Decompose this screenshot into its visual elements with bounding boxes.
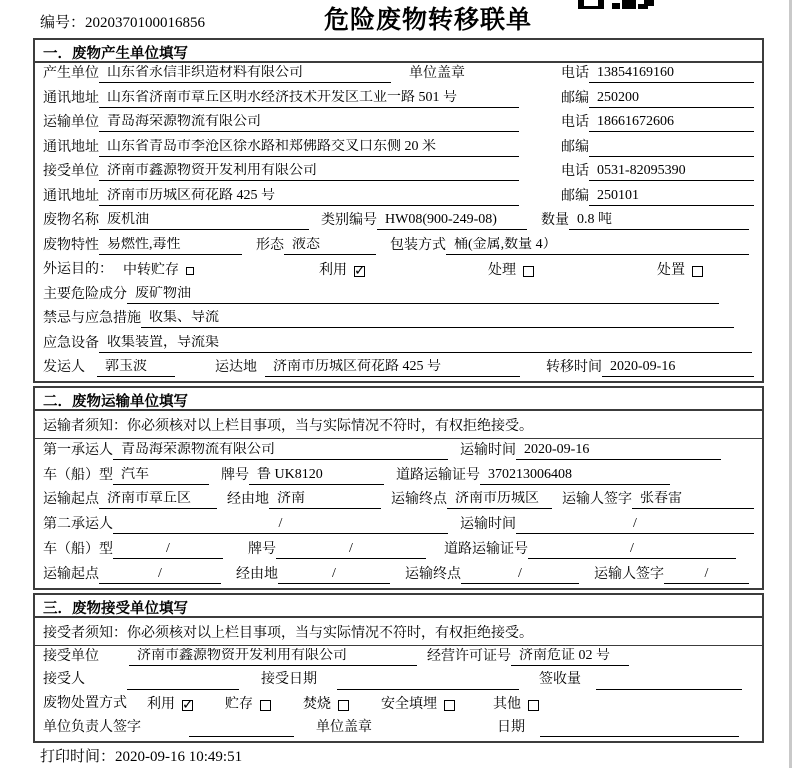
category-value: HW08(900-249-08) <box>377 212 527 230</box>
purpose-option-use-checkbox <box>354 266 365 277</box>
addr1-label: 通讯地址 <box>43 90 99 106</box>
row-manager-sign <box>35 717 762 741</box>
phone2-value: 18661672606 <box>589 114 754 132</box>
disposal-option-burn-checkbox <box>338 700 349 711</box>
disposal-option-landfill <box>381 697 455 713</box>
section-receiver <box>33 593 764 743</box>
row-receive-unit <box>35 646 762 670</box>
addr3-label: 通讯地址 <box>43 188 99 204</box>
row-acceptor <box>35 670 762 694</box>
disposal-label: 废物处置方式 <box>43 696 127 712</box>
section2-title: 二．废物运输单位填写 <box>35 388 762 411</box>
addr3-value: 济南市历城区荷花路 425 号 <box>99 188 519 206</box>
license1-label: 道路运输证号 <box>396 467 480 483</box>
license1-value: 370213006408 <box>480 467 670 485</box>
purpose-option-dispose <box>657 263 703 279</box>
qr-code-fragment-icon <box>578 0 656 9</box>
property-value: 易燃性,毒性 <box>99 237 242 255</box>
disposal-option-burn-label: 焚烧 <box>303 697 331 713</box>
end1-value: 济南市历城区 <box>447 491 552 509</box>
date-value <box>540 735 739 737</box>
acceptor-value <box>127 688 239 690</box>
plate2-label: 牌号 <box>248 542 276 558</box>
disposal-option-store-label: 贮存 <box>225 697 253 713</box>
via1-value: 济南 <box>269 491 381 509</box>
transfer-time-value: 2020-09-16 <box>602 359 754 377</box>
hazard-value: 废矿物油 <box>127 286 719 304</box>
origin2-value: / <box>99 566 221 584</box>
time1-value: 2020-09-16 <box>516 442 721 460</box>
plate2-value: / <box>276 541 426 559</box>
disposal-option-burn <box>303 697 349 713</box>
waste-name-label: 废物名称 <box>43 213 99 229</box>
row-receiver <box>35 161 762 185</box>
row-purpose <box>35 259 762 283</box>
section-producer <box>33 38 764 383</box>
row-vehicle1 <box>35 464 762 489</box>
purpose-option-transfer <box>123 263 194 279</box>
purpose-option-treat-label: 处理 <box>488 263 516 279</box>
row-route1 <box>35 489 762 514</box>
quantity-label: 数量 <box>541 213 569 229</box>
origin2-label: 运输起点 <box>43 566 99 582</box>
row-producer-address <box>35 87 762 111</box>
purpose-option-dispose-checkbox <box>692 266 703 277</box>
unit-seal-label: 单位盖章 <box>316 719 372 735</box>
property-label: 废物特性 <box>43 237 99 253</box>
shipper-value: 郭玉波 <box>97 359 175 377</box>
row-producer <box>35 63 762 87</box>
row-shipper <box>35 357 762 381</box>
row-waste-name <box>35 210 762 234</box>
equipment-label: 应急设备 <box>43 335 99 351</box>
row-route2 <box>35 563 762 588</box>
page-right-edge <box>789 0 792 768</box>
permit-label: 经营许可证号 <box>427 648 511 664</box>
form-label: 形态 <box>256 237 284 253</box>
row-transporter-address <box>35 136 762 160</box>
taboo-label: 禁忌与应急措施 <box>43 311 141 327</box>
disposal-option-other <box>493 697 539 713</box>
zip3-label: 邮编 <box>561 188 589 204</box>
shipper-label: 发运人 <box>43 360 85 375</box>
row-transporter <box>35 112 762 136</box>
time2-label: 运输时间 <box>460 517 516 533</box>
acceptor-label: 接受人 <box>43 672 85 688</box>
purpose-option-dispose-label: 处置 <box>657 263 685 279</box>
print-time-label: 打印时间： <box>40 749 116 765</box>
taboo-value: 收集、导流 <box>141 310 734 328</box>
equipment-value: 收集装置，导流渠 <box>99 335 752 353</box>
time1-label: 运输时间 <box>460 442 516 458</box>
receive-unit-value: 济南市鑫源物资开发利用有限公司 <box>129 648 417 666</box>
receiver-notice: 接受者须知：你必须核对以上栏目事项，当与实际情况不符时，有权拒绝接受。 <box>35 618 762 646</box>
time2-value: / <box>516 516 754 534</box>
producer-value: 山东省永信非织造材料有限公司 <box>99 65 391 83</box>
end2-label: 运输终点 <box>405 566 461 582</box>
plate1-label: 牌号 <box>221 467 249 483</box>
disposal-option-other-label: 其他 <box>493 697 521 713</box>
disposal-option-store <box>225 697 271 713</box>
purpose-option-transfer-checkbox <box>186 267 194 275</box>
category-label: 类别编号 <box>321 213 377 229</box>
accept-date-value <box>337 688 519 690</box>
manager-sign-value <box>189 735 294 737</box>
phone1-label: 电话 <box>561 66 589 82</box>
purpose-option-use-label: 利用 <box>319 263 347 279</box>
date-label: 日期 <box>497 719 525 735</box>
disposal-option-use-label: 利用 <box>147 697 175 713</box>
manager-sign-label: 单位负责人签字 <box>43 719 141 735</box>
row-carrier1 <box>35 439 762 464</box>
producer-label: 产生单位 <box>43 66 99 82</box>
waste-name-value: 废机油 <box>99 212 309 230</box>
document-header <box>0 0 796 38</box>
disposal-option-use-checkbox <box>182 700 193 711</box>
receiver-label: 接受单位 <box>43 164 99 180</box>
carrier2-label: 第二承运人 <box>43 517 113 533</box>
sign1-label: 运输人签字 <box>562 492 632 508</box>
sign-qty-value <box>596 688 742 690</box>
print-time-line <box>40 745 242 766</box>
row-waste-property <box>35 234 762 258</box>
destination-label: 运达地 <box>215 360 257 375</box>
receive-unit-label: 接受单位 <box>43 648 99 664</box>
purpose-label: 外运目的： <box>43 262 113 278</box>
via2-label: 经由地 <box>236 566 278 582</box>
disposal-option-landfill-label: 安全填埋 <box>381 697 437 713</box>
section3-title: 三．废物接受单位填写 <box>35 595 762 618</box>
purpose-option-treat <box>488 263 534 279</box>
producer-seal-label: 单位盖章 <box>409 66 465 82</box>
vehicle1-label: 车（船）型 <box>43 467 113 483</box>
zip1-value: 250200 <box>589 90 754 108</box>
end2-value: / <box>461 566 579 584</box>
packing-label: 包装方式 <box>390 237 446 253</box>
sign2-value: / <box>664 566 749 584</box>
disposal-option-landfill-checkbox <box>444 700 455 711</box>
phone3-value: 0531-82095390 <box>589 163 754 181</box>
phone2-label: 电话 <box>561 115 589 131</box>
addr1-value: 山东省济南市章丘区明水经济技术开发区工业一路 501 号 <box>99 90 519 108</box>
permit-value: 济南危证 02 号 <box>511 648 629 666</box>
transfer-time-label: 转移时间 <box>546 360 602 375</box>
sign1-value: 张春雷 <box>632 491 754 509</box>
row-receiver-address <box>35 185 762 209</box>
vehicle2-label: 车（船）型 <box>43 542 113 558</box>
plate1-value: 鲁 UK8120 <box>249 467 384 485</box>
row-carrier2 <box>35 513 762 538</box>
phone1-value: 13854169160 <box>589 65 754 83</box>
carrier1-label: 第一承运人 <box>43 442 113 458</box>
serial-label: 编号： <box>40 15 86 31</box>
section-transporter <box>33 386 764 590</box>
print-time-value: 2020-09-16 10:49:51 <box>115 749 243 765</box>
origin1-label: 运输起点 <box>43 492 99 508</box>
vehicle1-value: 汽车 <box>113 467 209 485</box>
zip2-label: 邮编 <box>561 139 589 155</box>
disposal-option-other-checkbox <box>528 700 539 711</box>
addr2-value: 山东省青岛市李沧区徐水路和郑佛路交叉口东侧 20 米 <box>99 139 519 157</box>
hazard-label: 主要危险成分 <box>43 286 127 302</box>
row-disposal <box>35 694 762 718</box>
carrier1-value: 青岛海荣源物流有限公司 <box>113 442 448 460</box>
transporter-notice: 运输者须知：你必须核对以上栏目事项，当与实际情况不符时，有权拒绝接受。 <box>35 411 762 439</box>
receiver-value: 济南市鑫源物资开发利用有限公司 <box>99 163 519 181</box>
origin1-value: 济南市章丘区 <box>99 491 217 509</box>
sign-qty-label: 签收量 <box>539 672 581 688</box>
disposal-option-use <box>147 697 193 713</box>
purpose-option-use <box>319 263 365 279</box>
sign2-label: 运输人签字 <box>594 566 664 582</box>
end1-label: 运输终点 <box>391 492 447 508</box>
vehicle2-value: / <box>113 541 223 559</box>
form-value: 液态 <box>284 237 376 255</box>
quantity-value: 0.8 吨 <box>569 212 749 230</box>
section1-title: 一．废物产生单位填写 <box>35 40 762 63</box>
via1-label: 经由地 <box>227 492 269 508</box>
license2-value: / <box>528 541 736 559</box>
row-hazard <box>35 283 762 307</box>
license2-label: 道路运输证号 <box>444 542 528 558</box>
page-title: 危险废物转移联单 <box>323 5 532 34</box>
purpose-option-transfer-label: 中转贮存 <box>123 263 179 279</box>
row-equipment <box>35 332 762 356</box>
zip2-value <box>589 155 754 157</box>
zip3-value: 250101 <box>589 188 754 206</box>
carrier2-value: / <box>113 516 448 534</box>
destination-value: 济南市历城区荷花路 425 号 <box>265 359 520 377</box>
phone3-label: 电话 <box>561 164 589 180</box>
row-vehicle2 <box>35 538 762 563</box>
purpose-option-treat-checkbox <box>523 266 534 277</box>
accept-date-label: 接受日期 <box>261 672 317 688</box>
zip1-label: 邮编 <box>561 90 589 106</box>
transporter-label: 运输单位 <box>43 115 99 131</box>
disposal-option-store-checkbox <box>260 700 271 711</box>
addr2-label: 通讯地址 <box>43 139 99 155</box>
serial-number: 2020370100016856 <box>85 15 206 31</box>
transporter-value: 青岛海荣源物流有限公司 <box>99 114 519 132</box>
row-taboo <box>35 308 762 332</box>
manifest-form <box>33 38 764 746</box>
via2-value: / <box>278 566 390 584</box>
packing-value: 桶(金属,数量 4） <box>446 237 749 255</box>
